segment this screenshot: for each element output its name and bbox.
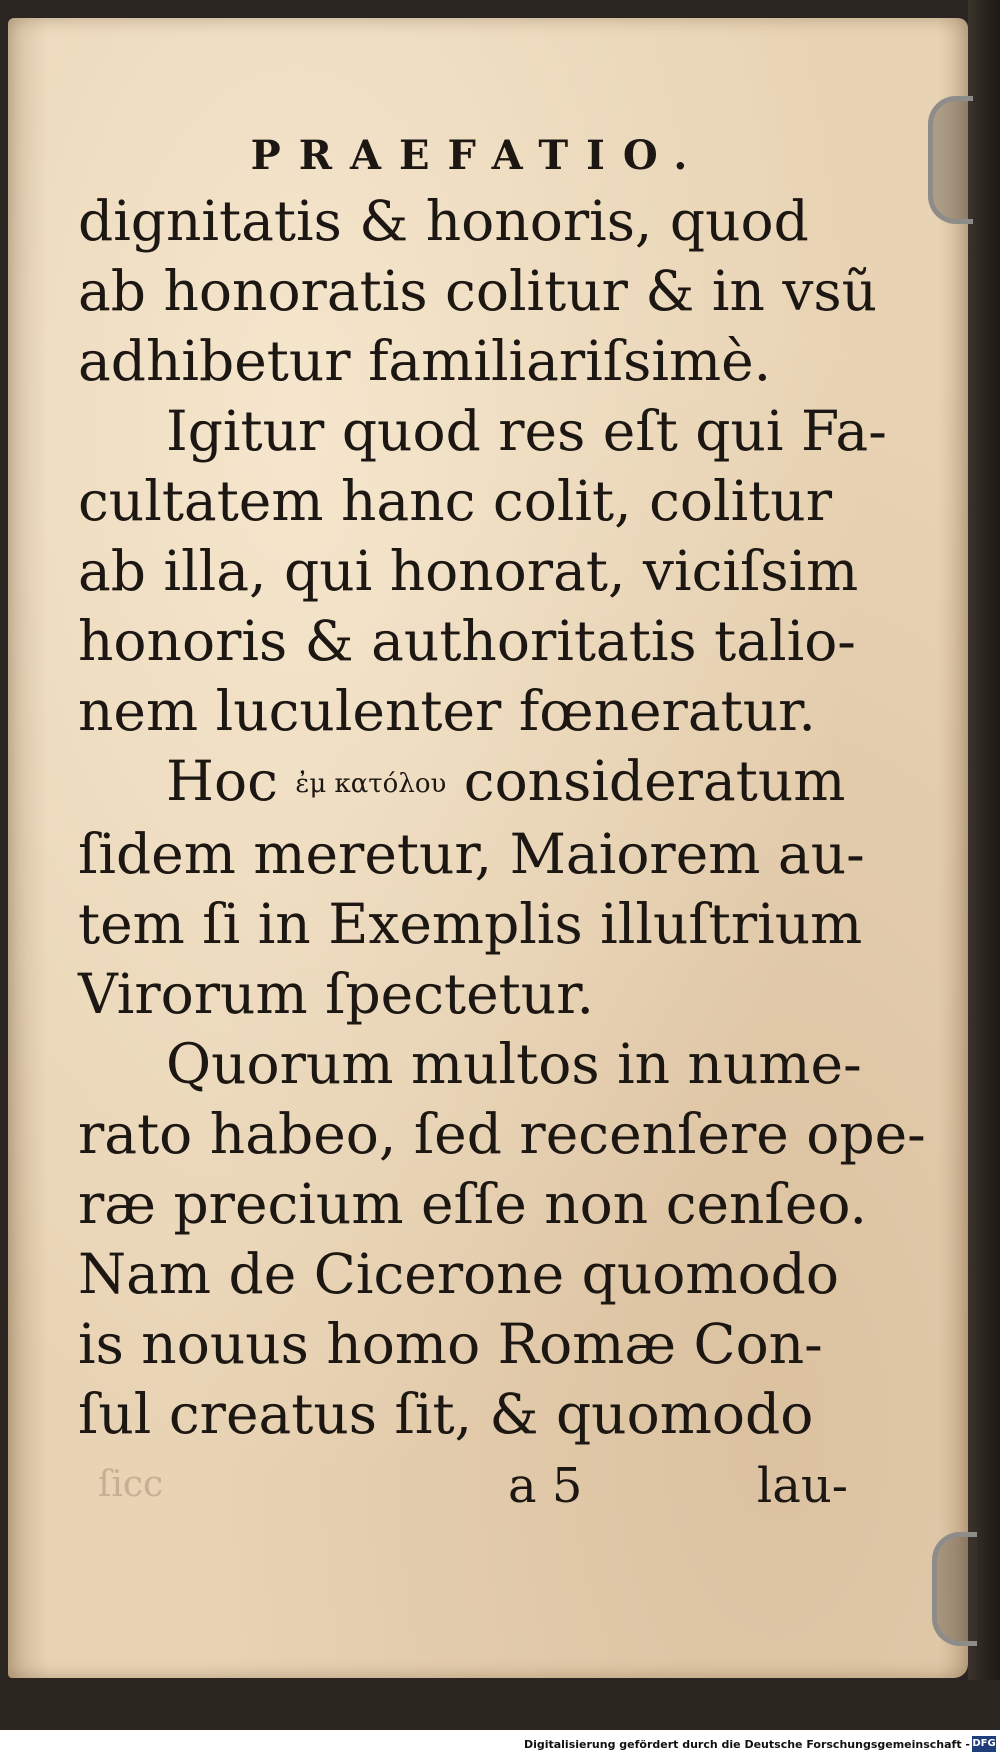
- greek-phrase: ἐμ κατόλου: [295, 769, 447, 799]
- text-line: nem luculenter fœneratur.: [78, 679, 816, 743]
- footer-credit: Digitalisierung gefördert durch die Deutsche Forschungsgemeinschaft -: [523, 1738, 970, 1751]
- text-line: dignitatis & honoris, quod: [78, 189, 809, 253]
- line-prefix: Hoc: [166, 749, 278, 813]
- text-line: ræ precium eſſe non cenſeo.: [78, 1172, 868, 1236]
- text-line: honoris & authoritatis talio-: [78, 609, 856, 673]
- bottom-clip-icon: [932, 1532, 977, 1646]
- text-line: ab honoratis colitur & in vsũ: [78, 259, 878, 323]
- text-line: [78, 746, 858, 819]
- show-through-text: ſicc: [98, 1464, 164, 1505]
- top-clip-icon: [928, 96, 973, 224]
- text-line: cultatem hanc colit, colitur: [78, 469, 832, 533]
- text-line: is nouus homo Romæ Con-: [78, 1312, 823, 1376]
- page-foot: [78, 1458, 848, 1518]
- text-line: ſul creatus ſit, & quomodo: [78, 1382, 814, 1446]
- text-line: ab illa, qui honorat, viciſsim: [78, 539, 859, 603]
- right-edge-shadow: [968, 0, 1000, 1705]
- text-line: Igitur quod res eſt qui Fa-: [166, 399, 887, 463]
- text-line: tem ſi in Exemplis illuſtrium: [78, 892, 863, 956]
- line-text: consideratum: [463, 749, 846, 813]
- signature-mark: a 5: [508, 1458, 583, 1514]
- text-line: Virorum ſpectetur.: [78, 962, 594, 1026]
- book-page: [8, 18, 968, 1678]
- footer-bar: [0, 1730, 1000, 1762]
- text-line: Quorum multos in nume-: [166, 1032, 862, 1096]
- text-line: rato habeo, ſed recenſere ope-: [78, 1102, 926, 1166]
- text-block: [78, 128, 926, 1449]
- dfg-logo-icon: DFG: [972, 1736, 996, 1752]
- text-line: Nam de Cicerone quomodo: [78, 1242, 840, 1306]
- bottom-shadow: [0, 1680, 1000, 1730]
- catchword: lau-: [756, 1458, 848, 1514]
- text-line: adhibetur familiariſsimè.: [78, 329, 772, 393]
- running-head: PRAEFATIO.: [250, 132, 706, 179]
- text-line: ſidem meretur, Maiorem au-: [78, 822, 865, 886]
- body-text: [78, 186, 926, 1449]
